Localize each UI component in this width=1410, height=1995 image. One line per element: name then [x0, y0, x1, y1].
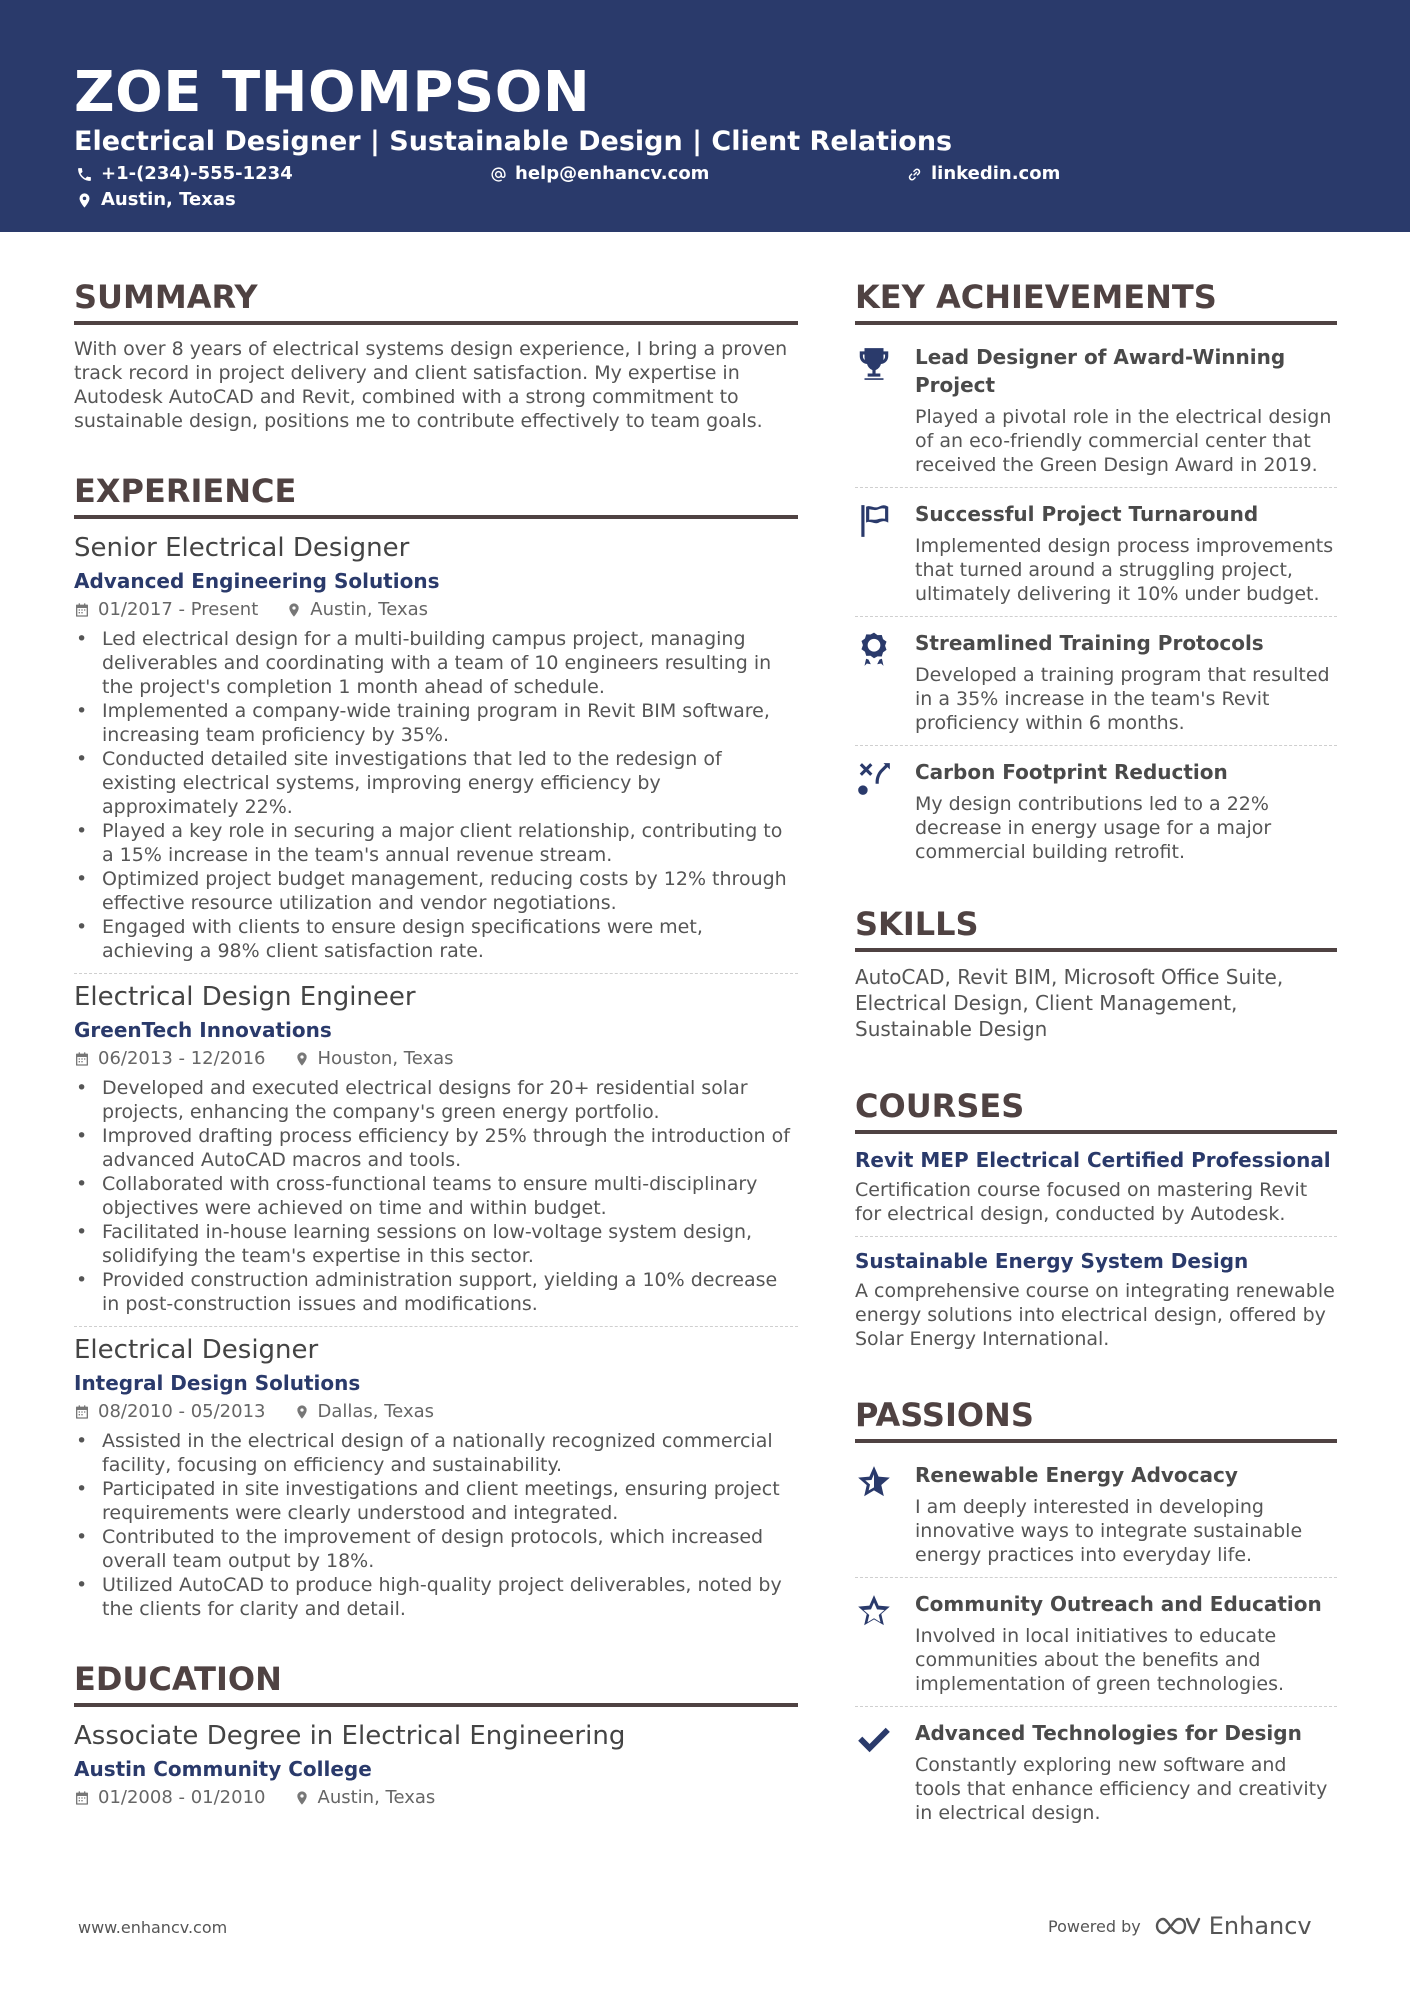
experience-entry: [74, 980, 798, 1316]
job-dates: 06/2013 - 12/2016: [98, 1048, 266, 1069]
divider: [855, 745, 1337, 746]
experience-entry: [74, 1333, 798, 1621]
job-bullet: • Engaged with clients to ensure design specifications were met, achieving a 98% client satisfaction rate.: [74, 915, 798, 963]
job-bullet: • Improved drafting process efficiency by 25% through the introduction of advanced AutoCAD macros and tools.: [74, 1124, 798, 1172]
job-meta: [74, 597, 798, 623]
location-text: Austin, Texas: [101, 189, 236, 210]
job-bullet: • Implemented a company-wide training program in Revit BIM software, increasing team proficiency by 35%.: [74, 699, 798, 747]
location-pin-icon: [76, 192, 93, 209]
achievement-desc: Developed a training program that resulted in a 35% increase in the team's Revit proficiency within 6 months.: [915, 664, 1330, 734]
course-item: [855, 1146, 1337, 1226]
passion-item: [855, 1584, 1337, 1704]
strategy-icon: [855, 760, 893, 798]
contact-location: [76, 188, 236, 212]
footer-website[interactable]: www.enhancv.com: [78, 1918, 228, 1937]
candidate-name: ZOE THOMPSON: [74, 60, 591, 125]
job-bullet: • Participated in site investigations and client meetings, ensuring project requirements were clearly understood and integrated.: [74, 1477, 798, 1525]
summary-heading: SUMMARY: [74, 275, 798, 325]
job-company: GreenTech Innovations: [74, 1018, 332, 1042]
divider: [74, 1326, 798, 1327]
job-bullets: [74, 627, 798, 963]
right-column: [855, 275, 1337, 1833]
contact-phone[interactable]: [76, 162, 293, 186]
job-bullet: • Collaborated with cross-functional teams to ensure multi-disciplinary objectives were achieved on time and within budget.: [74, 1172, 798, 1220]
job-role: Electrical Designer: [74, 1335, 319, 1365]
enhancv-logo-icon: [1153, 1915, 1201, 1937]
job-dates: 01/2017 - Present: [98, 599, 259, 620]
achievement-desc: My design contributions led to a 22% decrease in energy usage for a major commercial building retrofit.: [915, 793, 1272, 863]
contact-linkedin[interactable]: [906, 162, 1060, 186]
achievement-item: [855, 494, 1337, 614]
job-role: Electrical Design Engineer: [74, 982, 416, 1012]
calendar-icon: [74, 1051, 90, 1067]
experience-entry: [74, 531, 798, 963]
course-desc: A comprehensive course on integrating renewable energy solutions into electrical design, offered by Solar Energy International.: [855, 1280, 1335, 1350]
job-bullet: • Assisted in the electrical design of a nationally recognized commercial facility, focusing on efficiency and sustainability.: [74, 1429, 798, 1477]
job-bullet: • Led electrical design for a multi-building campus project, managing deliverables and coordinating with a team of 10 engineers resulting in the project's completion 1 month ahead of schedule.: [74, 627, 798, 699]
experience-heading: EXPERIENCE: [74, 469, 798, 519]
calendar-icon: [74, 1790, 90, 1806]
job-bullet: • Played a key role in securing a major client relationship, contributing to a 15% increase in the team's annual revenue stream.: [74, 819, 798, 867]
calendar-icon: [74, 1404, 90, 1420]
location-pin-icon: [294, 1790, 310, 1806]
footer-branding: [1048, 1912, 1312, 1940]
divider: [74, 973, 798, 974]
left-column: [74, 275, 798, 1811]
location-pin-icon: [294, 1051, 310, 1067]
achievement-desc: Implemented design process improvements that turned around a struggling project, ultimately delivering it 10% under budget.: [915, 535, 1334, 605]
job-role: Senior Electrical Designer: [74, 533, 410, 563]
divider: [855, 1577, 1337, 1578]
job-bullet: • Conducted detailed site investigations that led to the redesign of existing electrical systems, improving energy efficiency by approximately 22%.: [74, 747, 798, 819]
passions-heading: PASSIONS: [855, 1393, 1337, 1443]
course-title: Sustainable Energy System Design: [855, 1249, 1249, 1273]
job-bullet: • Developed and executed electrical designs for 20+ residential solar projects, enhancing the company's green energy portfolio.: [74, 1076, 798, 1124]
star-filled-icon: [855, 1463, 893, 1501]
passion-title: Community Outreach and Education: [915, 1592, 1322, 1616]
achievement-desc: Played a pivotal role in the electrical design of an eco-friendly commercial center that received the Green Design Award in 2019.: [915, 406, 1332, 476]
brand-name: Enhancv: [1208, 1912, 1312, 1940]
divider: [855, 487, 1337, 488]
summary-text: With over 8 years of electrical systems design experience, I bring a proven track record in project delivery and client satisfaction. My expertise in Autodesk AutoCAD and Revit, combined with a strong commitment to sustainable design, positions me to contribute effectively to team goals.: [74, 338, 788, 432]
education-location: Austin, Texas: [317, 1787, 436, 1808]
passion-desc: Constantly exploring new software and tools that enhance efficiency and creativity in electrical design.: [915, 1754, 1328, 1824]
achievement-item: [855, 752, 1337, 872]
email-text: help@enhancv.com: [515, 163, 710, 184]
skills-heading: SKILLS: [855, 902, 1337, 952]
resume-header: [0, 0, 1410, 232]
passion-desc: Involved in local initiatives to educate communities about the benefits and implementation of green technologies.: [915, 1625, 1285, 1695]
course-desc: Certification course focused on mastering Revit for electrical design, conducted by Autodesk.: [855, 1179, 1308, 1225]
passion-title: Renewable Energy Advocacy: [915, 1463, 1238, 1487]
candidate-headline: Electrical Designer | Sustainable Design | Client Relations: [74, 126, 953, 157]
divider: [855, 1236, 1337, 1237]
passion-desc: I am deeply interested in developing innovative ways to integrate sustainable energy practices into everyday life.: [915, 1496, 1303, 1566]
job-company: Integral Design Solutions: [74, 1371, 361, 1395]
link-icon: [906, 166, 923, 183]
course-item: [855, 1247, 1337, 1351]
education-heading: EDUCATION: [74, 1657, 798, 1707]
location-pin-icon: [286, 602, 302, 618]
contact-email[interactable]: [490, 162, 709, 186]
trophy-icon: [855, 345, 893, 383]
job-bullets: [74, 1076, 798, 1316]
divider: [855, 616, 1337, 617]
passion-item: [855, 1713, 1337, 1833]
achievement-title: Lead Designer of Award-Winning Project: [915, 345, 1286, 397]
education-meta: [74, 1785, 798, 1811]
job-bullets: [74, 1429, 798, 1621]
job-location: Dallas, Texas: [317, 1401, 434, 1422]
divider: [855, 1706, 1337, 1707]
job-dates: 08/2010 - 05/2013: [98, 1401, 266, 1422]
checkmark-icon: [855, 1721, 893, 1759]
degree-title: Associate Degree in Electrical Engineering: [74, 1721, 626, 1751]
job-meta: [74, 1399, 798, 1425]
medal-icon: [855, 631, 893, 669]
achievement-item: [855, 623, 1337, 743]
achievements-heading: KEY ACHIEVEMENTS: [855, 275, 1337, 325]
passion-item: [855, 1455, 1337, 1575]
powered-by-label: Powered by: [1048, 1916, 1141, 1936]
linkedin-text: linkedin.com: [931, 163, 1061, 184]
achievement-title: Streamlined Training Protocols: [915, 631, 1264, 655]
education-dates: 01/2008 - 01/2010: [98, 1787, 266, 1808]
achievement-item: [855, 337, 1337, 485]
calendar-icon: [74, 602, 90, 618]
location-pin-icon: [294, 1404, 310, 1420]
skills-text: AutoCAD, Revit BIM, Microsoft Office Suite, Electrical Design, Client Management, Sustainable Design: [855, 965, 1284, 1041]
job-bullet: • Utilized AutoCAD to produce high-quality project deliverables, noted by the clients for clarity and detail.: [74, 1573, 798, 1621]
achievement-title: Successful Project Turnaround: [915, 502, 1259, 526]
achievement-title: Carbon Footprint Reduction: [915, 760, 1228, 784]
brand-logo[interactable]: [1153, 1912, 1312, 1940]
job-bullet: • Contributed to the improvement of design protocols, which increased overall team output by 18%.: [74, 1525, 798, 1573]
job-meta: [74, 1046, 798, 1072]
school-name: Austin Community College: [74, 1757, 372, 1781]
course-title: Revit MEP Electrical Certified Professional: [855, 1148, 1331, 1172]
job-company: Advanced Engineering Solutions: [74, 569, 440, 593]
education-entry: [74, 1719, 798, 1811]
job-location: Houston, Texas: [317, 1048, 454, 1069]
star-outline-icon: [855, 1592, 893, 1630]
phone-icon: [76, 166, 93, 183]
passion-title: Advanced Technologies for Design: [915, 1721, 1302, 1745]
job-bullet: • Facilitated in-house learning sessions on low-voltage system design, solidifying the team's expertise in this sector.: [74, 1220, 798, 1268]
flag-icon: [855, 502, 893, 540]
job-bullet: • Optimized project budget management, reducing costs by 12% through effective resource utilization and vendor negotiations.: [74, 867, 798, 915]
courses-heading: COURSES: [855, 1084, 1337, 1134]
job-bullet: • Provided construction administration support, yielding a 10% decrease in post-construction issues and modifications.: [74, 1268, 798, 1316]
phone-text: +1-(234)-555-1234: [101, 163, 293, 184]
job-location: Austin, Texas: [310, 599, 429, 620]
at-icon: [490, 166, 507, 183]
